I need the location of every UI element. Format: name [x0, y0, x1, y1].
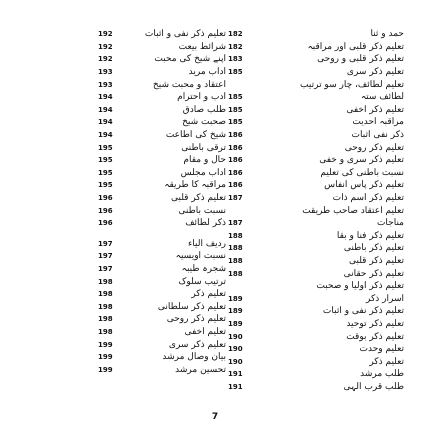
toc-entry-title: طلب صادق [182, 104, 226, 115]
toc-entry-title: لطائف ستہ [360, 92, 404, 103]
toc-entry-page: 195 [98, 143, 113, 152]
toc-entry-title: حال و مقام [183, 155, 226, 166]
toc-entry-title: مراقبہ کا طریقہ [164, 180, 226, 191]
toc-entry [228, 129, 406, 142]
toc-entry [98, 288, 228, 301]
toc-entry [98, 238, 228, 251]
toc-entry [228, 242, 406, 255]
toc-entry [228, 41, 406, 54]
toc-entry-page: 199 [98, 365, 113, 374]
toc-entry [98, 78, 228, 91]
toc-entry-title: تعلیم لطائف، چار سو ترتیب [300, 79, 404, 90]
toc-entry-page: 196 [98, 194, 113, 203]
toc-entry-page: 186 [228, 131, 243, 140]
toc-entry [98, 66, 228, 79]
toc-entry-page: 199 [98, 340, 113, 349]
toc-entry-page: 192 [98, 55, 113, 64]
toc-entry [228, 78, 406, 91]
toc-entry-title: ذکر نفی اثبات [351, 130, 404, 141]
toc-entry-page: 193 [98, 68, 113, 77]
toc-entry [228, 267, 406, 280]
toc-entry-title: نسبت اویسیہ [175, 251, 226, 262]
toc-entry [98, 91, 228, 104]
toc-entry-page: 186 [228, 143, 243, 152]
toc-entry-page: 185 [228, 105, 243, 114]
toc-column-right [228, 28, 406, 393]
toc-entry-page: 188 [228, 256, 243, 265]
toc-entry-title: تعلیم اخفی [184, 326, 226, 337]
toc-entry-title: تحسین مرشد [175, 364, 226, 375]
toc-entry-page: 198 [98, 327, 113, 336]
toc-entry [98, 326, 228, 339]
toc-entry-page: 193 [98, 80, 113, 89]
toc-entry-title: تعلیم ذکر اخفی [346, 104, 404, 115]
toc-entry [228, 217, 406, 230]
toc-entry-title: تعلیم ذکر قلبی [170, 193, 226, 204]
toc-entry [228, 116, 406, 129]
toc-entry-title: اسرار ذکر [366, 293, 404, 304]
toc-entry-title: شجرہ طیبہ [181, 263, 226, 274]
toc-entry-title: تعلیم ذکر روحی [344, 142, 404, 153]
toc-entry [228, 53, 406, 66]
toc-entry-page: 195 [98, 181, 113, 190]
toc-entry-page: 196 [98, 219, 113, 228]
toc-entry-page: 194 [98, 105, 113, 114]
toc-entry-page: 197 [98, 252, 113, 261]
toc-entry-page: 198 [98, 302, 113, 311]
toc-entry-page: 195 [98, 156, 113, 165]
toc-entry-title: مناجات [376, 218, 404, 229]
toc-entry [228, 292, 406, 305]
toc-entry [98, 275, 228, 288]
toc-entry-title: مراقبہ احدیت [352, 117, 404, 128]
toc-entry-title: ردیف الیاء [188, 238, 226, 249]
toc-entry-title: حمد و ثنا [370, 29, 404, 40]
toc-entry-title: تعلیم وحدت [359, 344, 404, 355]
toc-entry-page: 182 [228, 30, 243, 39]
toc-entry-page: 190 [228, 357, 243, 366]
toc-entry-title: تعلیم ذکر قلبی [348, 255, 404, 266]
toc-entry [228, 204, 406, 217]
toc-entry [228, 91, 406, 104]
toc-entry [228, 154, 406, 167]
toc-entry [228, 305, 406, 318]
toc-entry [98, 217, 228, 230]
toc-entry [98, 116, 228, 129]
toc-entry-title: تعلیم ذکر قلبی اور مراقبہ [307, 41, 404, 52]
toc-entry [98, 141, 228, 154]
toc-column-left [98, 28, 228, 376]
toc-entry-title: صحبت شیخ [182, 117, 226, 128]
toc-entry-page: 189 [228, 319, 243, 328]
toc-entry-page: 186 [228, 156, 243, 165]
toc-entry-page: 188 [228, 244, 243, 253]
toc-entry-page: 191 [228, 370, 243, 379]
toc-entry-page: 185 [228, 118, 243, 127]
toc-entry-page: 183 [228, 55, 243, 64]
toc-entry-page: 189 [228, 294, 243, 303]
toc-entry-page: 190 [228, 345, 243, 354]
toc-entry [98, 313, 228, 326]
toc-entry [228, 192, 406, 205]
toc-entry [228, 28, 406, 41]
toc-entry-page: 191 [228, 382, 243, 391]
toc-entry-page: 188 [228, 269, 243, 278]
toc-entry-title: ذکر لطائف [185, 218, 226, 229]
toc-entry-page: 194 [98, 131, 113, 140]
toc-entry-page: 185 [228, 93, 243, 102]
toc-entry-title: تعلیم ذکر فنا و بقا [336, 230, 404, 241]
toc-entry [228, 230, 406, 243]
toc-entry-title: تعلیم ذکر پاس انفاس [324, 180, 404, 191]
toc-entry-title: آداب مجلس [180, 167, 226, 178]
toc-entry [98, 263, 228, 276]
toc-entry-page: 187 [228, 194, 243, 203]
toc-entry-page: 199 [98, 353, 113, 362]
toc-entry [98, 104, 228, 117]
toc-entry [98, 129, 228, 142]
toc-entry-title: آداب مرید [188, 67, 226, 78]
toc-entry [228, 66, 406, 79]
toc-entry [98, 28, 228, 41]
toc-entry-title: تعلیم ذکر حقانی [343, 268, 404, 279]
toc-entry-title: تعلیم ذکر اولیا و صحبت [316, 281, 404, 292]
toc-entry-page: 188 [228, 231, 243, 240]
toc-entry-page: 190 [228, 332, 243, 341]
toc-entry-page: 197 [98, 264, 113, 273]
toc-entry [98, 179, 228, 192]
toc-entry-title: طلب مرشد [360, 369, 404, 380]
toc-entry [98, 338, 228, 351]
toc-entry [98, 300, 228, 313]
toc-entry [98, 167, 228, 180]
toc-entry-page: 194 [98, 93, 113, 102]
toc-entry-title: نسبت باطنی [178, 205, 226, 216]
toc-entry-title: تعلیم ذکر نفی و اثبات [144, 29, 226, 40]
toc-entry-page: 194 [98, 118, 113, 127]
toc-entry-title: ترتیب سلوک [178, 276, 226, 287]
toc-entry-title: تعلیم ذکر سری [168, 339, 226, 350]
toc-entry-title: تعلیم اعتقاد صاحب طریقت [302, 205, 404, 216]
toc-entry-page: 196 [98, 206, 113, 215]
toc-entry [228, 141, 406, 154]
toc-entry [228, 104, 406, 117]
toc-entry-page: 192 [98, 42, 113, 51]
toc-entry-title: تعلیم ذکر [191, 289, 226, 300]
toc-gap [102, 230, 228, 238]
toc-entry [98, 250, 228, 263]
toc-entry-title: تعلیم ذکر سری [346, 67, 404, 78]
toc-entry-title: بیان وصال مرشد [162, 352, 226, 363]
toc-entry [98, 204, 228, 217]
toc-entry [98, 41, 228, 54]
toc-entry [98, 53, 228, 66]
toc-entry [228, 280, 406, 293]
toc-entry-title: شرائط بیعت [178, 41, 226, 52]
toc-entry-page: 192 [98, 30, 113, 39]
toc-entry [228, 330, 406, 343]
toc-entry-title: تعلیم ذکر سری و خفی [319, 155, 404, 166]
toc-entry-title: اعتقاد و محبت شیخ [152, 79, 226, 90]
toc-entry-title: تعلیم ذکر توحید [346, 318, 404, 329]
toc-entry [228, 368, 406, 381]
toc-entry-title: تعلیم ذکر اسم ذات [332, 193, 404, 204]
toc-entry-page: 187 [228, 219, 243, 228]
toc-entry-title: تعلیم ذکر قلبی و روحی [317, 54, 404, 65]
toc-entry-title: ادب و احترام [177, 92, 226, 103]
toc-entry [228, 343, 406, 356]
toc-entry-title: تعلیم ذکر [369, 356, 404, 367]
toc-entry-page: 189 [228, 307, 243, 316]
toc-entry-title: تعلیم ذکر باطنی [343, 243, 404, 254]
toc-entry [98, 363, 228, 376]
toc-entry-page: 197 [98, 239, 113, 248]
toc-entry-page: 198 [98, 290, 113, 299]
toc-entry-page: 195 [98, 168, 113, 177]
toc-entry-title: تعلیم ذکر نفی و اثبات [322, 306, 404, 317]
toc-entry [228, 179, 406, 192]
toc-entry [228, 255, 406, 268]
toc-entry-title: تعلیم ذکر سلطانی [157, 301, 226, 312]
toc-entry-page: 182 [228, 42, 243, 51]
toc-entry-title: تعلیم ذکر روحی [166, 314, 226, 325]
toc-entry-page: 186 [228, 168, 243, 177]
toc-entry-page: 198 [98, 315, 113, 324]
toc-entry [228, 167, 406, 180]
page-number: 7 [211, 412, 219, 422]
toc-entry-page: 185 [228, 68, 243, 77]
toc-entry-title: طلب قرب الٰہی [343, 381, 404, 392]
toc-entry [98, 351, 228, 364]
toc-entry [228, 318, 406, 331]
toc-entry-title: ترقی باطنی [181, 142, 226, 153]
toc-entry [228, 381, 406, 394]
toc-entry-page: 198 [98, 277, 113, 286]
toc-entry-title: تعلیم ذکر بوقت [346, 331, 404, 342]
toc-entry [98, 192, 228, 205]
toc-entry-title: نسبت باطنی کی تعلیم [320, 167, 404, 178]
toc-entry-title: شیخ کی اطاعت [165, 130, 226, 141]
toc-entry-title: اپنے شیخ کی محبت [154, 54, 226, 65]
toc-entry [98, 154, 228, 167]
toc-entry-page: 186 [228, 181, 243, 190]
toc-entry [228, 355, 406, 368]
